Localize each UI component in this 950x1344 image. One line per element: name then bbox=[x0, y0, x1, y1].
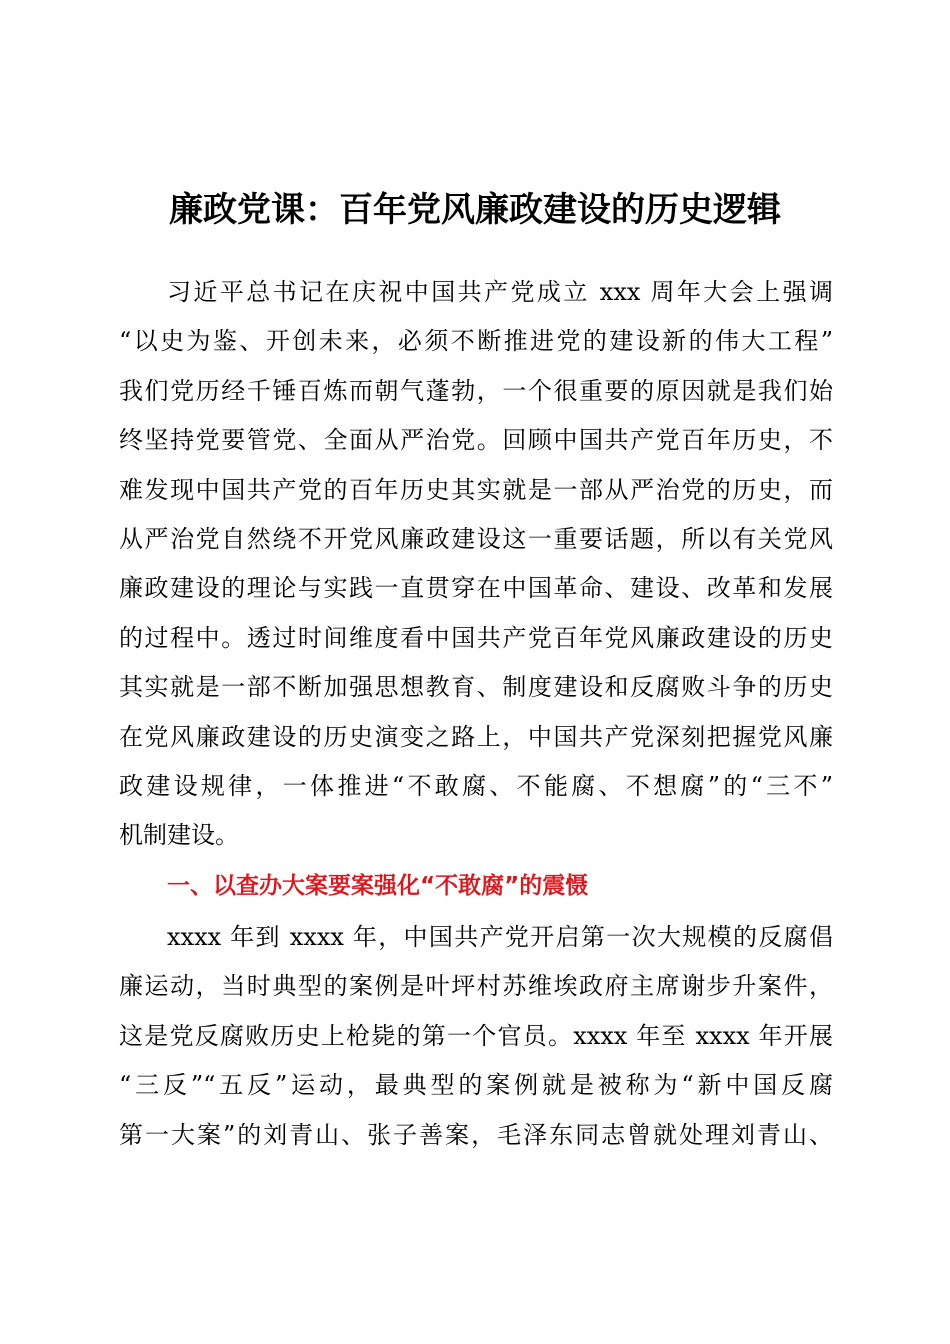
paragraph-line: 政建设规律，一体推进“不敢腐、不能腐、不想腐”的“三不” bbox=[119, 771, 833, 800]
paragraph-line: 从严治党自然绕不开党风廉政建设这一重要话题，所以有关党风 bbox=[119, 524, 833, 553]
section1-paragraph bbox=[119, 913, 833, 1160]
paragraph-line: 廉政建设的理论与实践一直贯穿在中国革命、建设、改革和发展 bbox=[119, 574, 833, 603]
paragraph-line: “以史为鉴、开创未来，必须不断推进党的建设新的伟大工程” bbox=[119, 327, 833, 356]
paragraph-line: 廉运动，当时典型的案例是叶坪村苏维埃政府主席谢步升案件， bbox=[119, 972, 833, 1001]
paragraph-line: 第一大案”的刘青山、张子善案，毛泽东同志曾就处理刘青山、 bbox=[119, 1120, 833, 1149]
paragraph-line: 习近平总书记在庆祝中国共产党成立 xxx 周年大会上强调 bbox=[167, 278, 833, 306]
document-title: 廉政党课：百年党风廉政建设的历史逻辑 bbox=[169, 190, 781, 230]
paragraph-line: 在党风廉政建设的历史演变之路上，中国共产党深刻把握党风廉 bbox=[119, 722, 833, 751]
paragraph-line: 的过程中。透过时间维度看中国共产党百年党风廉政建设的历史 bbox=[119, 623, 833, 652]
paragraph-line: 难发现中国共产党的百年历史其实就是一部从严治党的历史，而 bbox=[119, 475, 833, 504]
paragraph-line: 终坚持党要管党、全面从严治党。回顾中国共产党百年历史，不 bbox=[119, 426, 833, 455]
intro-paragraph bbox=[119, 268, 833, 861]
paragraph-line: 机制建设。 bbox=[119, 821, 239, 850]
section-heading: 一、以查办大案要案强化“不敢腐”的震慑 bbox=[167, 873, 589, 899]
paragraph-line: xxxx 年到 xxxx 年，中国共产党开启第一次大规模的反腐倡 bbox=[167, 923, 833, 951]
paragraph-line: 我们党历经千锤百炼而朝气蓬勃，一个很重要的原因就是我们始 bbox=[119, 376, 833, 405]
paragraph-line: 这是党反腐败历史上枪毙的第一个官员。xxxx 年至 xxxx 年开展 bbox=[119, 1021, 833, 1050]
paragraph-line: “三反”“五反”运动，最典型的案例就是被称为“新中国反腐 bbox=[119, 1071, 833, 1100]
paragraph-line: 其实就是一部不断加强思想教育、制度建设和反腐败斗争的历史 bbox=[119, 673, 833, 702]
